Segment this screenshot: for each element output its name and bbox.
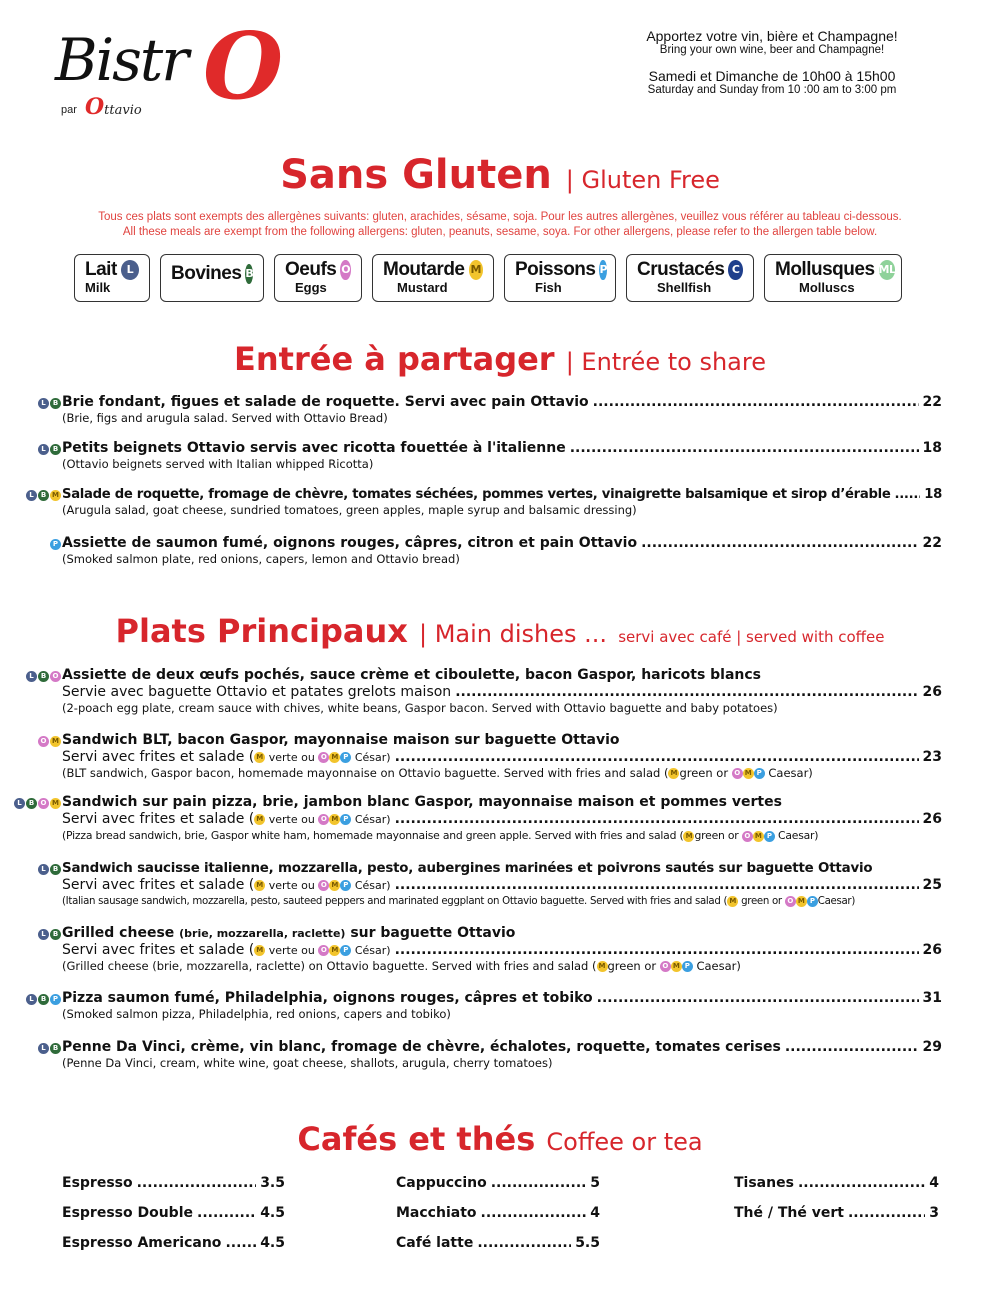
menu-item: L B O M Sandwich sur pain pizza, brie, jambon blanc Gaspor, mayonnaise maison et pommes vertes Servi avec frites et salade ( M verte ou O M P César) ..... 26 (Pizza bread sandwich, brie, Gaspor white ham, homemade mayonnaise and green apple. Served with fries and salad ( M green or O M P Caesar) [62, 794, 942, 843]
logo-o: O [203, 12, 284, 120]
cafe-item: Café latte ..... 5.5 [396, 1235, 600, 1251]
hours-en: Saturday and Sunday from 10 :00 am to 3:00 pm [647, 84, 897, 96]
menu-item: L B Grilled cheese (brie, mozzarella, raclette) sur baguette Ottavio Servi avec frites et salade ( M verte ou O M P César) ..... 26 (Grilled cheese (brie, mozzarella, raclette) on Ottavio baguette. Served with fries and salad ( M green or O M P Caesar) [62, 925, 942, 974]
cafes-title: Cafés et thés Coffee or tea [297, 1120, 703, 1158]
logo-par: par [61, 104, 77, 116]
byob-en: Bring your own wine, beer and Champagne! [659, 44, 885, 56]
mustard-icon: M [469, 260, 484, 280]
logo-ottavio: Ottavio [85, 94, 142, 120]
allergen-eggs: Oeufs O Eggs [274, 254, 362, 302]
header-info [622, 28, 922, 108]
byob-fr: Apportez votre vin, bière et Champagne! [646, 28, 898, 44]
molluscs-icon: ML [879, 260, 896, 280]
fish-icon: P [599, 260, 607, 280]
menu-item: L B M Salade de roquette, fromage de chèvre, tomates séchées, pommes vertes, vinaigrette balsamique et sirop d’érable ..... 18 (Arugula salad, goat cheese, sundried tomatoes, green apples, maple syrup and balsamic dressing) [62, 486, 942, 518]
cafe-item: Espresso Americano ..... 4.5 [62, 1235, 285, 1251]
menu-item: L B Petits beignets Ottavio servis avec ricotta fouettée à l'italienne ..... 18 (Ottavio beignets served with Italian whipped Ricotta) [62, 440, 942, 472]
allergen-table [74, 254, 902, 302]
shellfish-icon: C [728, 260, 743, 280]
allergen-fish: Poissons P Fish [504, 254, 616, 302]
milk-icon: L [121, 260, 139, 280]
allergen-milk: Lait L Milk [74, 254, 150, 302]
cafe-item: Macchiato ..... 4 [396, 1205, 600, 1221]
logo-script: Bistr [55, 26, 187, 94]
allergen-mustard: Moutarde M Mustard [372, 254, 494, 302]
cafe-item: Espresso ..... 3.5 [62, 1175, 285, 1191]
allergen-bovines: Bovines B [160, 254, 264, 302]
menu-item: L B Brie fondant, figues et salade de roquette. Servi avec pain Ottavio ..... 22 (Brie, figs and arugula salad. Served with Ottavio Bread) [62, 394, 942, 426]
gluten-note: Tous ces plats sont exempts des allergènes suivants: gluten, arachides, sésame, soja. Pour les autres allergènes, veuillez vous référer au tableau ci-dessous. All these meals are exempt from the following allergens: gluten, peanuts, sesame, soya. For other allergens, please refer to the allergen table below. [98, 211, 902, 238]
menu-item: L B Penne Da Vinci, crème, vin blanc, fromage de chèvre, échalotes, roquette, tomates cerises ..... 29 (Penne Da Vinci, cream, white wine, goat cheese, shallots, arugula, cherry tomatoes) [62, 1039, 942, 1071]
hours-fr: Samedi et Dimanche de 10h00 à 15h00 [648, 68, 896, 84]
menu-item: O M Sandwich BLT, bacon Gaspor, mayonnaise maison sur baguette Ottavio Servi avec frites et salade ( M verte ou O M P César) ..... 23 (BLT sandwich, Gaspor bacon, homemade mayonnaise on Ottavio baguette. Served with fries and salad ( M green or O M P Caesar) [62, 732, 942, 781]
menu-item: L B Sandwich saucisse italienne, mozzarella, pesto, aubergines marinées et poivrons sautés sur baguette Ottavio Servi avec frites et salade ( M verte ou O M P César) ..... 25 (Italian sausage sandwich, mozzarella, pesto, sauteed peppers and marinated eggplant on Ottavio baguette. Served with fries and salad ( M green or O M P Caesar) [62, 860, 942, 909]
mains-title: Plats Principaux | Main dishes ... servi avec café | served with coffee [115, 612, 885, 650]
menu-item: L B P Pizza saumon fumé, Philadelphia, oignons rouges, câpres et tobiko ..... 31 (Smoked salmon pizza, Philadelphia, red onions, capers and tobiko) [62, 990, 942, 1022]
cafe-item: Espresso Double ..... 4.5 [62, 1205, 285, 1221]
allergen-molluscs: Mollusques ML Molluscs [764, 254, 902, 302]
bistro-logo [55, 12, 295, 128]
gluten-title: Sans Gluten | Gluten Free [280, 152, 720, 198]
menu-item: L B O Assiette de deux œufs pochés, sauce crème et ciboulette, bacon Gaspor, haricots blancs Servie avec baguette Ottavio et patates grelots maison ..... 26 (2-poach egg plate, cream sauce with chives, white beans, Gaspor bacon. Served with Ottavio baguette and baby potatoes) [62, 667, 942, 716]
cafe-item: Thé / Thé vert ..... 3 [734, 1205, 939, 1221]
allergen-shellfish: Crustacés C Shellfish [626, 254, 754, 302]
entree-title: Entrée à partager | Entrée to share [234, 340, 766, 378]
eggs-icon: O [340, 260, 351, 280]
cafe-item: Tisanes ..... 4 [734, 1175, 939, 1191]
menu-item: P Assiette de saumon fumé, oignons rouges, câpres, citron et pain Ottavio ..... 22 (Smoked salmon plate, red onions, capers, lemon and Ottavio bread) [62, 535, 942, 567]
cafe-item: Cappuccino ..... 5 [396, 1175, 600, 1191]
bovines-icon: B [245, 264, 253, 284]
